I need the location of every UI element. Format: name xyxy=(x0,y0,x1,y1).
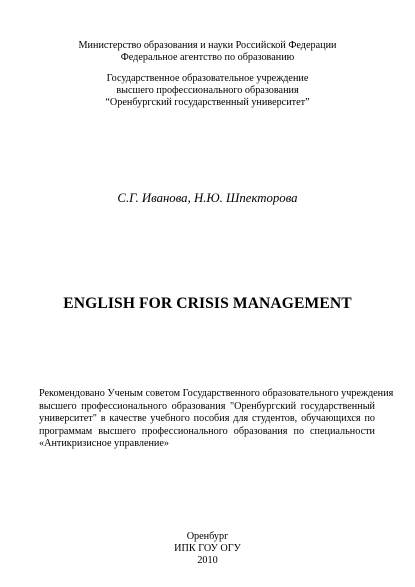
imprint-city: Оренбург xyxy=(186,531,229,542)
institution-line-1: Государственное образовательное учреждение xyxy=(106,73,309,84)
recommendation-line-1: Рекомендовано Ученым советом Государственного образовательного учреждения xyxy=(39,388,394,399)
recommendation-line-2: высшего профессионального образования "Оренбургский государственный xyxy=(39,401,375,412)
imprint-publisher: ИПК ГОУ ОГУ xyxy=(174,543,241,554)
book-title: ENGLISH FOR CRISIS MANAGEMENT xyxy=(63,295,352,312)
recommendation-line-4: программам высшего профессионального образования по специальности xyxy=(39,426,375,437)
institution-line-2: высшего профессионального образования xyxy=(116,85,299,96)
institution-line-3: “Оренбургский государственный университет” xyxy=(105,97,310,108)
ministry-line-2: Федеральное агентство по образованию xyxy=(120,52,295,63)
ministry-line-1: Министерство образования и науки Российской Федерации xyxy=(78,40,337,51)
recommendation-line-3: университет" в качестве учебного пособия для студентов, обучающихся по xyxy=(39,413,375,424)
authors: С.Г. Иванова, Н.Ю. Шпекторова xyxy=(117,191,298,205)
recommendation-line-5: «Антикризисное управление» xyxy=(39,438,170,449)
imprint-year: 2010 xyxy=(197,555,218,566)
